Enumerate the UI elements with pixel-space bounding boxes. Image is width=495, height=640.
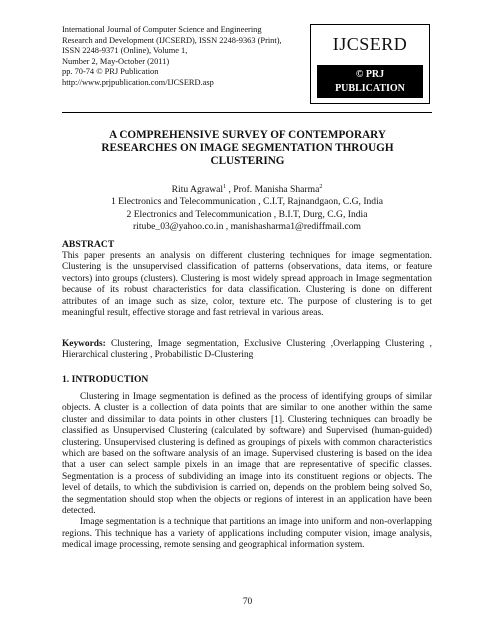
introduction-body	[62, 392, 432, 552]
header-divider	[62, 112, 432, 113]
author-2-sup: 2	[319, 184, 323, 190]
publisher-badge	[317, 65, 423, 98]
journal-line: ISSN 2248-9371 (Online), Volume 1,	[62, 46, 188, 56]
keywords-text: Clustering, Image segmentation, Exclusive Clustering ,Overlapping Clustering , Hierarchical clustering , Probabilistic D-Clustering	[62, 339, 432, 361]
affiliation-1: 1 Electronics and Telecommunication , C.I.T, Rajnandgaon, C.G, India	[110, 196, 384, 208]
publisher-line-1: © PRJ	[355, 69, 385, 80]
author-names	[62, 181, 432, 196]
journal-line: Research and Development (IJCSERD), ISSN 2248-9363 (Print),	[62, 35, 282, 45]
author-2-name: , Prof. Manisha Sharma	[226, 184, 320, 196]
publisher-line-2: PUBLICATION	[335, 83, 405, 94]
abstract-body: This paper presents an analysis on different clustering techniques for image segmentation. Clustering is the unsupervised classification of patterns (observations, data items, or feature vectors) into groups (clusters). Clustering is most widely spread approach in Image segmentation because of its robust characteristics for data classification. Clustering is done on different attributes of an image such as size, color, texture etc. The purpose of clustering is to get meaningful result, effective storage and fast retrieval in various areas.	[62, 251, 432, 319]
abstract-heading: ABSTRACT	[62, 239, 115, 250]
journal-logo	[310, 24, 430, 104]
journal-line: Number 2, May-October (2011)	[62, 56, 170, 66]
author-block	[62, 181, 432, 233]
page-number: 70	[242, 597, 253, 607]
intro-paragraph-1: Clustering in Image segmentation is defined as the process of identifying groups of similar objects. A cluster is a collection of data points that are similar to one another within the same cluster and dissimilar to data points in other clusters [1]. Clustering techniques can broadly be classified as Unsupervised Clustering (calculated by software) and Supervised (human-guided) clustering. Unsupervised clustering is defined as groupings of pixels with common characteristics which are based on the software analysis of an image. Supervised clustering is based on the idea that a user can select sample pixels in an image that are representative of specific classes. Segmentation is a process of subdividing an image into its constituent regions or objects. The level of details, to which the subdivision is carried on, depends on the problem being solved So, the segmentation should stop when the objects or regions of interest in an application have been detected.	[62, 392, 432, 517]
journal-line: pp. 70-74 © PRJ Publication	[62, 67, 159, 77]
journal-url: http://www.prjpublication.com/IJCSERD.asp	[62, 77, 214, 87]
journal-line: International Journal of Computer Science and Engineering	[62, 25, 262, 34]
author-1-name: Ritu Agrawal	[171, 184, 224, 196]
keywords-label: Keywords:	[62, 339, 106, 349]
logo-title: IJCSERD	[332, 34, 408, 54]
affiliation-2: 2 Electronics and Telecommunication , B.I.T, Durg, C.G, India	[126, 208, 368, 220]
author-emails: ritube_03@yahoo.co.in , manishasharma1@rediffmail.com	[133, 220, 361, 232]
intro-paragraph-2: Image segmentation is a technique that partitions an image into uniform and non-overlapping regions. This technique has a variety of applications including computer vision, image analysis, medical image processing, remote sensing and geographical information system.	[62, 517, 432, 551]
author-1-sup: 1	[223, 184, 227, 190]
paper-title: A COMPREHENSIVE SURVEY OF CONTEMPORARY RESEARCHES ON IMAGE SEGMENTATION THROUGH CLUSTERING	[101, 129, 394, 167]
keywords	[62, 339, 432, 362]
journal-info	[62, 25, 307, 89]
section-heading-introduction: 1. INTRODUCTION	[62, 374, 149, 385]
